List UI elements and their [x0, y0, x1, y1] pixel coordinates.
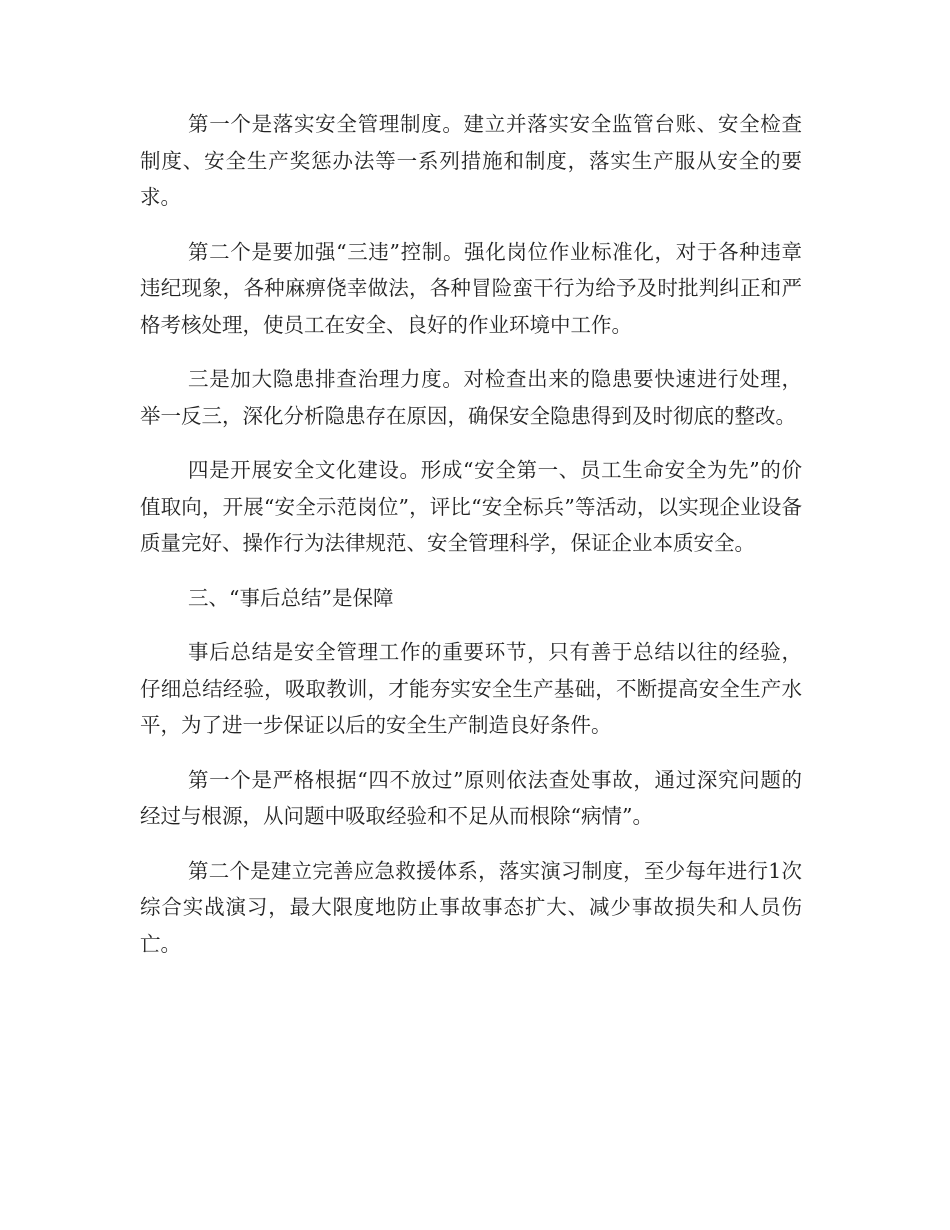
paragraph-hazard-investigation: 三是加大隐患排查治理力度。对检查出来的隐患要快速进行处理，举一反三，深化分析隐患存在原因，确保安全隐患得到及时彻底的整改。: [140, 367, 802, 428]
section-heading-post-event-summary: 三、“事后总结”是保障: [188, 585, 394, 610]
paragraph-implement-safety-system: 第一个是落实安全管理制度。建立并落实安全监管台账、安全检查制度、安全生产奖惩办法等一系列措施和制度，落实生产服从安全的要求。: [140, 112, 802, 209]
paragraph-three-violations-control: 第二个是要加强“三违”控制。强化岗位作业标准化，对于各种违章违纪现象，各种麻痹侥幸做法，各种冒险蛮干行为给予及时批判纠正和严格考核处理，使员工在安全、良好的作业环境中工作。: [140, 239, 802, 337]
paragraph-safety-culture: 四是开展安全文化建设。形成“安全第一、员工生命安全为先”的价值取向，开展“安全示范岗位”，评比“安全标兵”等活动，以实现企业设备质量完好、操作行为法律规范、安全管理科学，保证企业本质安全。: [140, 458, 802, 555]
paragraph-emergency-rescue: 第二个是建立完善应急救援体系，落实演习制度，至少每年进行1次综合实战演习，最大限度地防止事故事态扩大、减少事故损失和人员伤亡。: [140, 858, 802, 956]
document-body: [140, 106, 802, 980]
paragraph-post-event-summary: 事后总结是安全管理工作的重要环节，只有善于总结以往的经验，仔细总结经验，吸取教训，才能夯实安全生产基础，不断提高安全生产水平，为了进一步保证以后的安全生产制造良好条件。: [140, 640, 802, 737]
paragraph-four-not-let-go: 第一个是严格根据“四不放过”原则依法查处事故，通过深究问题的经过与根源，从问题中吸取经验和不足从而根除“病情”。: [140, 767, 802, 828]
